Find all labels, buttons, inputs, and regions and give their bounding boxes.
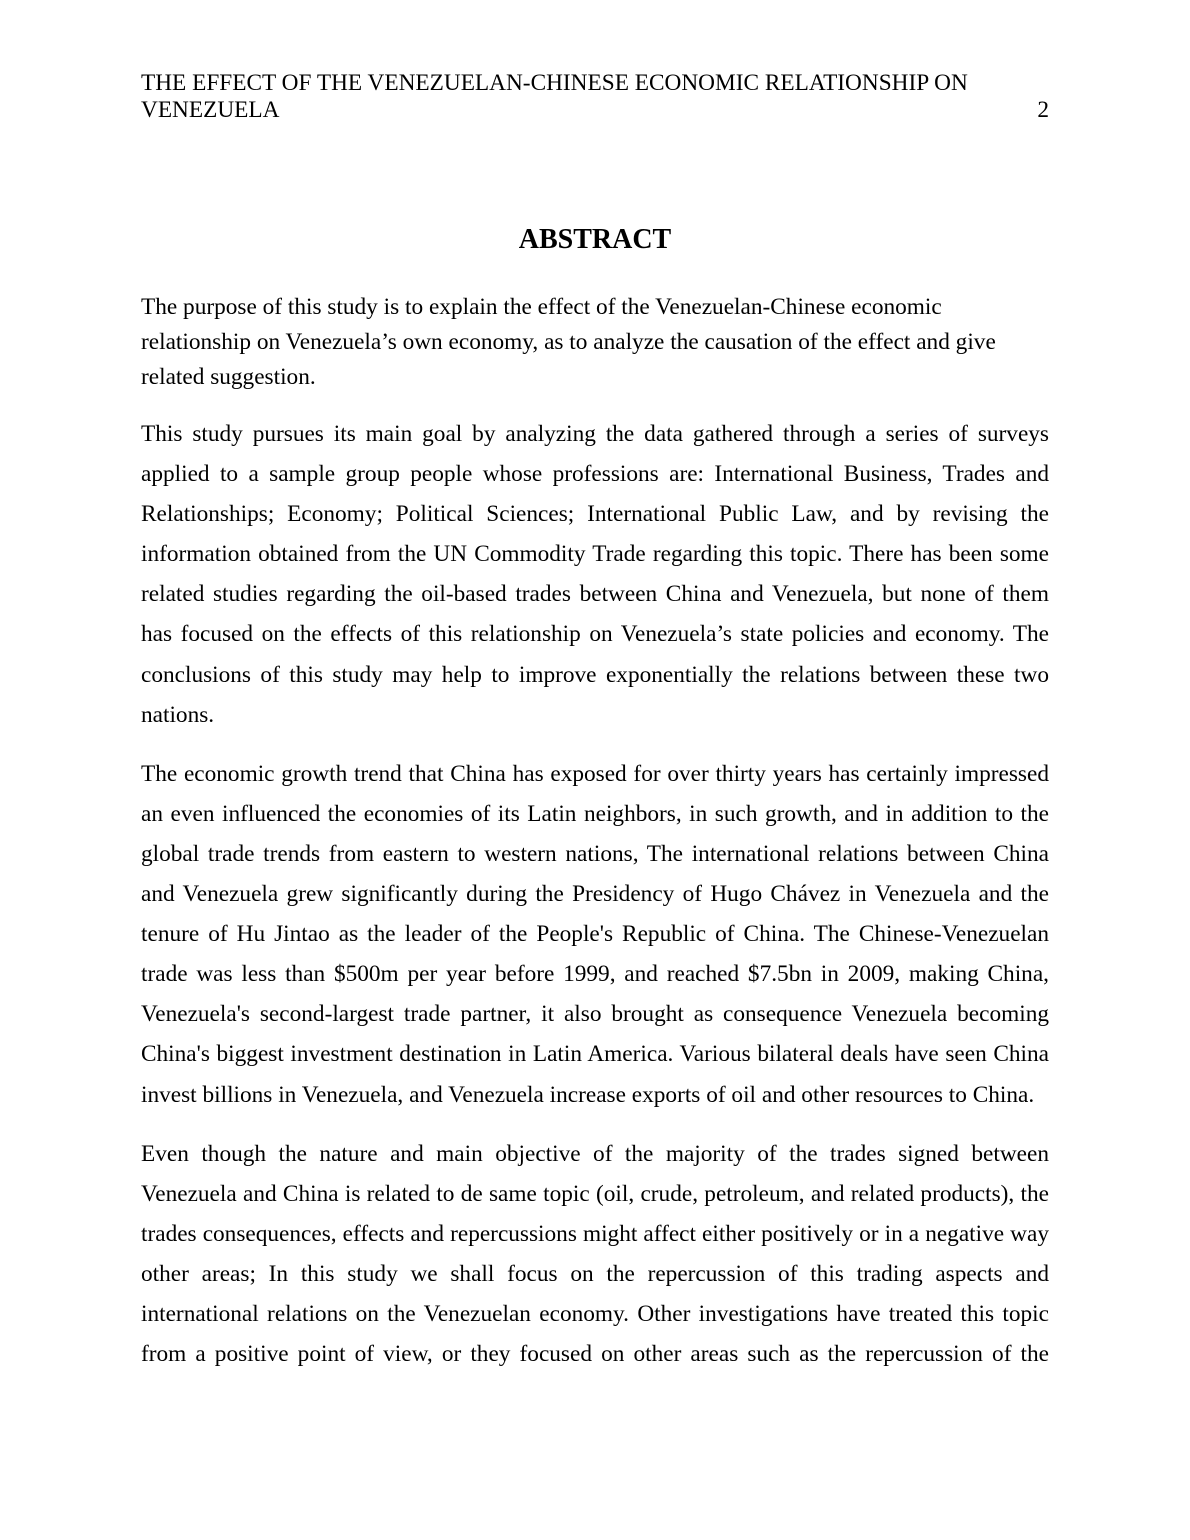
running-head: THE EFFECT OF THE VENEZUELAN-CHINESE ECONOMIC RELATIONSHIP ON VENEZUELA bbox=[141, 70, 968, 123]
paragraph-focus: Even though the nature and main objective of the majority of the trades signed between Venezuela and China is related to de same topic (oil, crude, petroleum, and related products), the trades consequences, effects and repercussions might affect either positively or in a negative way other areas; In this study we shall focus on the repercussion of this trading aspects and international relations on the Venezuelan economy. Other investigations have treated this topic from a positive point of view, or they focused on other areas such as the repercussion of the bbox=[141, 1140, 1049, 1368]
page-number: 2 bbox=[1037, 97, 1049, 123]
paragraph-purpose: The purpose of this study is to explain the effect of the Venezuelan-Chinese economic relationship on Venezuela’s own economy, as to analyze the causation of the effect and give related suggestion. bbox=[141, 294, 996, 390]
page-header bbox=[141, 70, 1049, 124]
abstract-heading: ABSTRACT bbox=[518, 224, 672, 255]
paragraph-background: The economic growth trend that China has exposed for over thirty years has certainly impressed an even influenced the economies of its Latin neighbors, in such growth, and in addition to the global trade trends from eastern to western nations, The international relations between China and Venezuela grew significantly during the Presidency of Hugo Chávez in Venezuela and the tenure of Hu Jintao as the leader of the People's Republic of China. The Chinese-Venezuelan trade was less than $500m per year before 1999, and reached $7.5bn in 2009, making China, Venezuela's second-largest trade partner, it also brought as consequence Venezuela becoming China's biggest investment destination in Latin America. Various bilateral deals have seen China invest billions in Venezuela, and Venezuela increase exports of oil and other resources to China. bbox=[141, 760, 1049, 1108]
paragraph-method: This study pursues its main goal by analyzing the data gathered through a series of surveys applied to a sample group people whose professions are: International Business, Trades and Relationships; Economy; Political Sciences; International Public Law, and by revising the information obtained from the UN Commodity Trade regarding this topic. There has been some related studies regarding the oil-based trades between China and Venezuela, but none of them has focused on the effects of this relationship on Venezuela’s state policies and economy. The conclusions of this study may help to improve exponentially the relations between these two nations. bbox=[141, 421, 1049, 728]
abstract-body bbox=[141, 290, 1049, 1393]
